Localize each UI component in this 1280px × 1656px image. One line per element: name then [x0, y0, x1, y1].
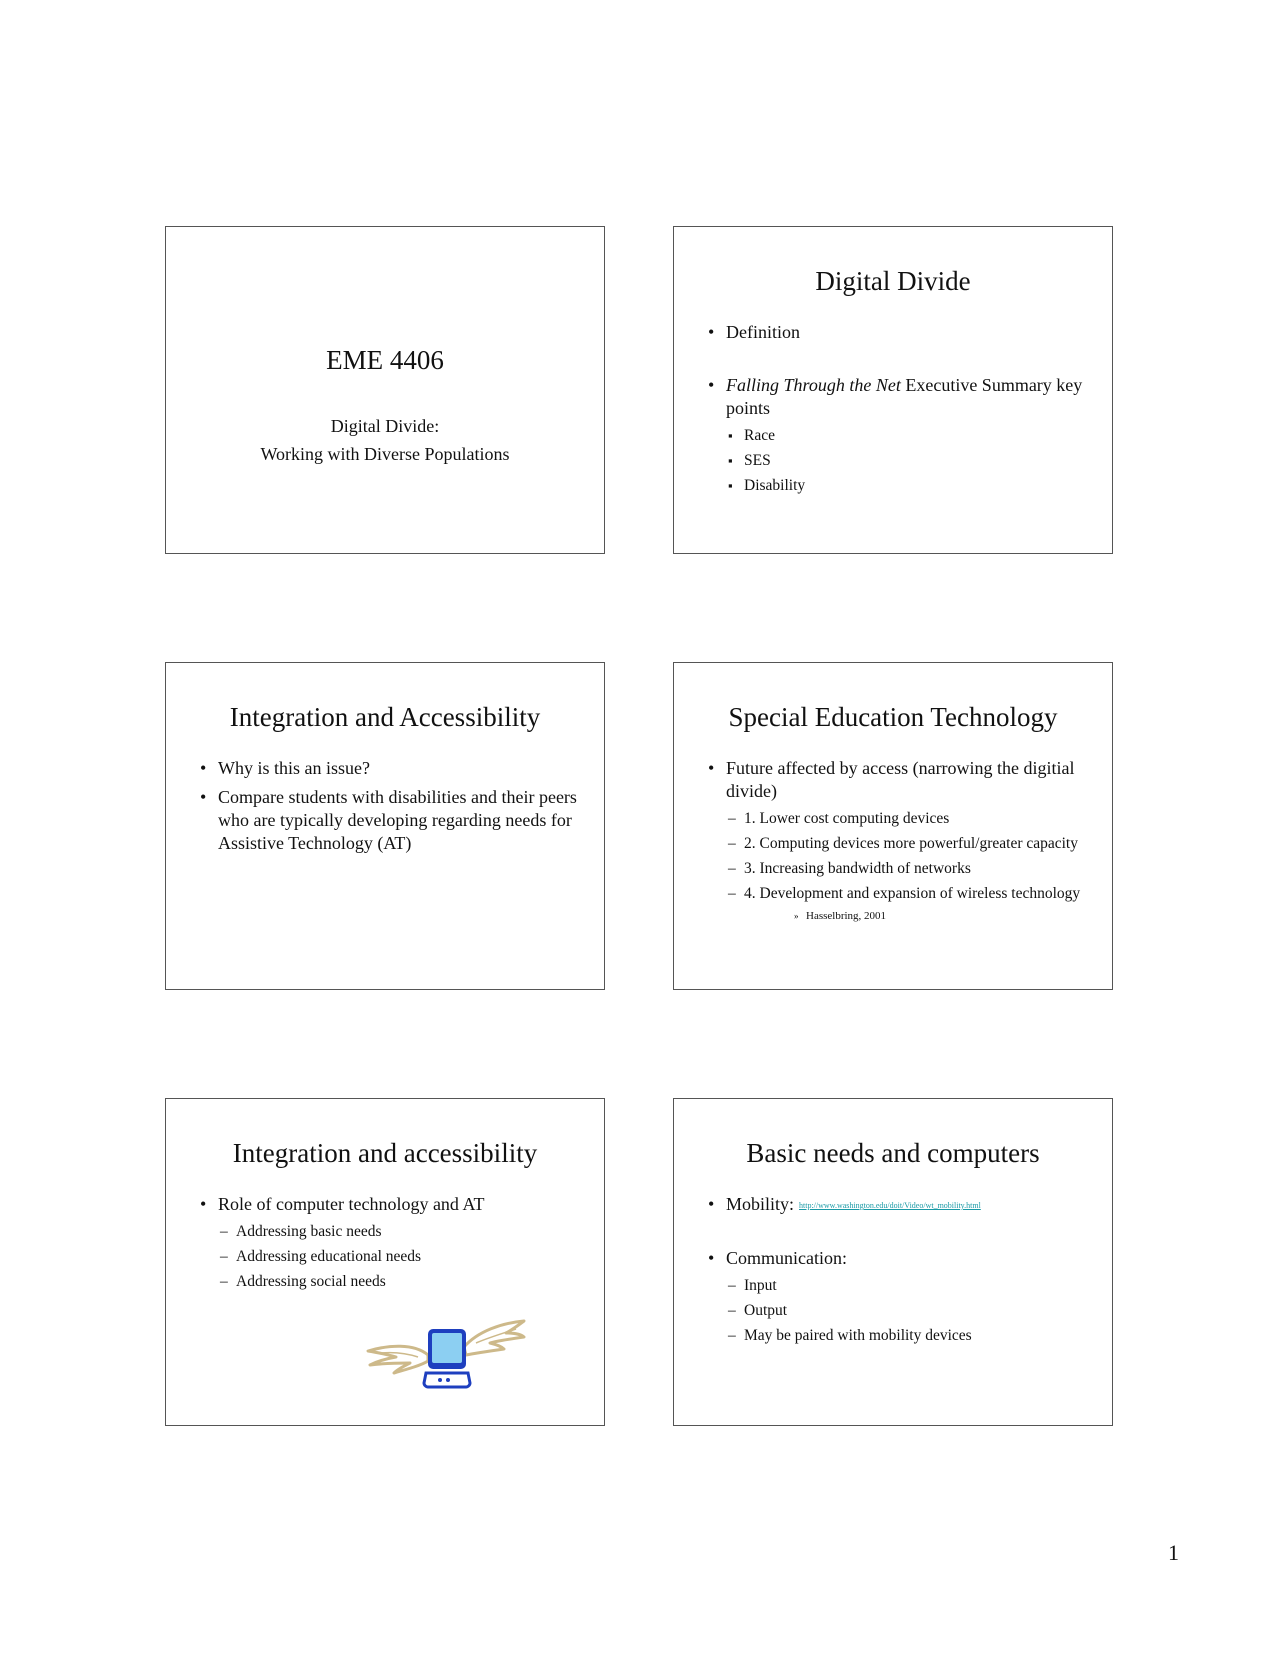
- report-title: Falling Through the Net: [726, 375, 901, 395]
- slide-2-title: Digital Divide: [815, 266, 971, 296]
- bullet-communication: • Communication:: [706, 1247, 1094, 1270]
- bullet-why-issue: • Why is this an issue?: [198, 757, 586, 780]
- slide-1-subtitle-line-1: Digital Divide:: [330, 416, 440, 436]
- page-number: 1: [1168, 1540, 1179, 1565]
- slide-5: [165, 1098, 605, 1426]
- sub-bullet-educational-needs: – Addressing educational needs: [198, 1247, 586, 1267]
- slide-5-title: Integration and accessibility: [232, 1138, 538, 1168]
- left-wing: [368, 1346, 428, 1373]
- slide-4-body: [706, 757, 1094, 923]
- sub-bullet-disability: ▪ Disability: [706, 476, 1094, 496]
- slide-1: [165, 226, 605, 554]
- slide-3-body: [198, 757, 586, 861]
- sub-bullet-basic-needs: – Addressing basic needs: [198, 1222, 586, 1242]
- slide-6-body: [706, 1193, 1094, 1351]
- sub-bullet-lower-cost: – 1. Lower cost computing devices: [706, 809, 1094, 829]
- slide-6: [673, 1098, 1113, 1426]
- sub-bullet-more-powerful: – 2. Computing devices more powerful/greater capacity: [706, 834, 1094, 854]
- slide-1-title: EME 4406: [326, 345, 444, 375]
- bullet-role-of-technology: • Role of computer technology and AT: [198, 1193, 586, 1216]
- sub-bullet-wireless: – 4. Development and expansion of wireless technology: [706, 884, 1094, 904]
- slide-2-body: [706, 321, 1094, 501]
- sub-bullet-bandwidth: – 3. Increasing bandwidth of networks: [706, 859, 1094, 879]
- sub-bullet-input: – Input: [706, 1276, 1094, 1296]
- sub-bullet-social-needs: – Addressing social needs: [198, 1272, 586, 1292]
- sub-bullet-output: – Output: [706, 1301, 1094, 1321]
- slide-6-title: Basic needs and computers: [746, 1138, 1040, 1168]
- bullet-falling-through-net: [706, 374, 1094, 420]
- slide-4: [673, 662, 1113, 990]
- computer-screen: [432, 1333, 462, 1363]
- mobility-label: Mobility:: [726, 1194, 795, 1214]
- sub-bullet-race: ▪ Race: [706, 426, 1094, 446]
- slide-1-subtitle-line-2: Working with Diverse Populations: [260, 444, 510, 464]
- bullet-compare-students: • Compare students with disabilities and their peers who are typically developing regarding needs for Assistive Technology (AT): [198, 786, 586, 855]
- right-wing: [464, 1321, 524, 1355]
- sub-bullet-ses: ▪ SES: [706, 451, 1094, 471]
- slide-3-title: Integration and Accessibility: [229, 702, 541, 732]
- mobility-video-link[interactable]: http://www.washington.edu/doit/Video/wt_mobility.html: [799, 1201, 981, 1210]
- citation: » Hasselbring, 2001: [706, 909, 1094, 923]
- bullet-text: Executive Summary key points: [726, 375, 1083, 418]
- winged-computer-icon: [366, 1317, 526, 1391]
- slide-4-title: Special Education Technology: [728, 702, 1058, 732]
- slide-2: [673, 226, 1113, 554]
- bullet-mobility: [706, 1193, 1094, 1217]
- bullet-future-affected: • Future affected by access (narrowing the digitial divide): [706, 757, 1094, 803]
- sub-bullet-paired-mobility: – May be paired with mobility devices: [706, 1326, 1094, 1346]
- bullet-definition: • Definition: [706, 321, 1094, 344]
- slide-3: [165, 662, 605, 990]
- slide-5-body: [198, 1193, 586, 1297]
